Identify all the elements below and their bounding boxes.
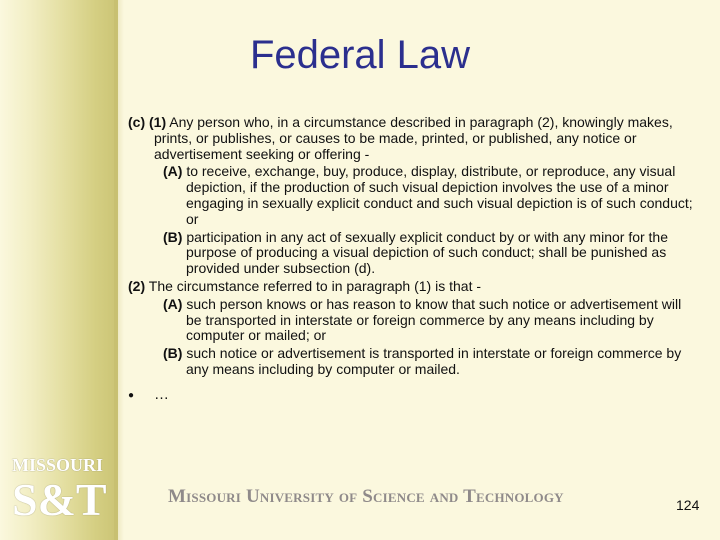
paragraph-label: (B) xyxy=(163,228,183,245)
paragraph-text: such notice or advertisement is transported in interstate or foreign commerce by any means including by computer or mailed. xyxy=(182,345,682,377)
paragraph-1a xyxy=(128,164,700,227)
paragraph-label: (A) xyxy=(163,163,183,180)
logo-name: MISSOURI xyxy=(12,455,104,475)
paragraph-label: (A) xyxy=(163,295,183,312)
paragraph-label: (c) (1) xyxy=(128,114,167,130)
logo-mark: S&T xyxy=(12,474,107,525)
paragraph-text: The circumstance referred to in paragraph (1) is that - xyxy=(145,277,482,294)
university-name: Missouri University of Science and Technology xyxy=(168,486,564,507)
paragraph-label: (2) xyxy=(128,277,146,294)
slide-number: 124 xyxy=(676,497,700,513)
ellipsis-bullet xyxy=(128,386,169,403)
paragraph-2b xyxy=(128,346,700,378)
paragraph-label: (B) xyxy=(163,345,183,362)
slide-body xyxy=(128,115,700,378)
ellipsis-text: … xyxy=(154,386,169,403)
sidebar-edge xyxy=(114,0,124,540)
paragraph-c1 xyxy=(128,115,700,162)
paragraph-1b xyxy=(128,230,700,277)
paragraph-text: participation in any act of sexually explicit conduct by or with any minor for the purpose of producing a visual depiction of such conduct; shall be punished as provided under subsection (d). xyxy=(182,228,669,277)
paragraph-text: such person knows or has reason to know that such notice or advertisement will be transported in interstate or foreign commerce by any means including by computer or mailed; or xyxy=(182,295,682,344)
university-logo xyxy=(12,455,107,525)
bullet-icon: ● xyxy=(128,389,135,401)
paragraph-2a xyxy=(128,297,700,344)
slide-title: Federal Law xyxy=(249,33,471,77)
paragraph-text: to receive, exchange, buy, produce, display, distribute, or reproduce, any visual depiction, if the production of such visual depiction involves the use of a minor engaging in sexually explicit conduct and such visual depiction is of such conduct; or xyxy=(182,163,693,227)
paragraph-2 xyxy=(128,279,700,295)
paragraph-text: Any person who, in a circumstance described in paragraph (2), knowingly makes, prints, or publishes, or causes to be made, printed, or published, any notice or advertisement seeking or offering - xyxy=(154,114,673,162)
